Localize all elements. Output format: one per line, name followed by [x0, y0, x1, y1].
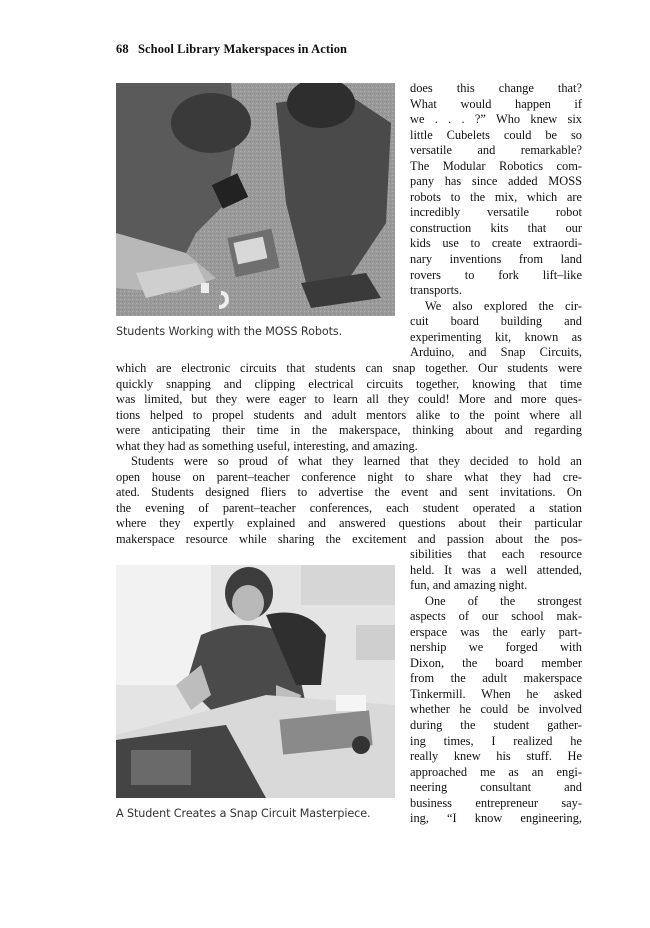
- text-line: Dixon, the board member: [410, 655, 582, 670]
- text-line: were anticipating their time in the makerspace, thinking about and regarding: [116, 423, 582, 438]
- text-line: construction kits that our: [410, 220, 582, 235]
- text-line: we . . . ?” Who knew six: [410, 112, 582, 127]
- text-line: ing, “I know engineering,: [410, 811, 582, 826]
- text-line: quickly snapping and clipping electrical circuits together, knowing that time: [116, 376, 582, 391]
- text-line: where they expertly explained and answered questions about their particular: [116, 516, 582, 531]
- text-line: nership we forged with: [410, 640, 582, 655]
- text-line: transports.: [410, 283, 462, 298]
- text-line: ated. Students designed fliers to advertise the event and sent invitations. On: [116, 485, 582, 500]
- text-line: rovers to fork lift–like: [410, 267, 582, 282]
- text-line: from the adult makerspace: [410, 671, 582, 686]
- text-line: during the student gather-: [410, 718, 582, 733]
- right-column-2: [410, 547, 582, 827]
- text-line: What would happen if: [410, 96, 582, 111]
- text-line: does this change that?: [410, 81, 582, 95]
- text-line: Tinkermill. When he asked: [410, 686, 582, 701]
- text-line: Arduino, and Snap Circuits,: [410, 345, 582, 360]
- text-line: sibilities that each resource: [410, 547, 582, 561]
- photo-snap-circuit: [116, 565, 395, 798]
- text-line: versatile and remarkable?: [410, 143, 582, 158]
- photo-moss-robots-caption: Students Working with the MOSS Robots.: [116, 325, 343, 338]
- text-line: Students were so proud of what they learned that they decided to hold an: [131, 454, 582, 469]
- text-line: cuit board building and: [410, 314, 582, 329]
- text-line: tions helped to propel students and adult mentors alike to the point where all: [116, 407, 582, 422]
- page-number: 68: [116, 42, 129, 56]
- text-line: makerspace resource while sharing the excitement and passion about the pos-: [116, 532, 582, 547]
- text-line: really knew his stuff. He: [410, 749, 582, 764]
- full-width-paragraphs: [116, 361, 582, 548]
- running-header: [116, 42, 353, 57]
- text-line: held. It was a well attended,: [410, 562, 582, 577]
- text-line: was limited, but they were eager to learn all they could! More and more ques-: [116, 392, 582, 407]
- text-line: pany has since added MOSS: [410, 174, 582, 189]
- text-line: little Cubelets could be so: [410, 127, 582, 142]
- photo-snap-circuit-image: [116, 565, 395, 798]
- photo-moss-robots: [116, 83, 395, 316]
- text-line: open house on parent–teacher conference night to share what they had cre-: [116, 469, 582, 484]
- text-line: fun, and amazing night.: [410, 578, 528, 593]
- right-column-1: [410, 81, 582, 361]
- photo-snap-circuit-caption: A Student Creates a Snap Circuit Masterpiece.: [116, 807, 371, 820]
- text-line: which are electronic circuits that students can snap together. Our students were: [116, 361, 582, 375]
- text-line: The Modular Robotics com-: [410, 158, 582, 173]
- running-title: School Library Makerspaces in Action: [137, 42, 348, 56]
- text-line: kids use to create extraordi-: [410, 236, 582, 251]
- text-line: robots to the mix, which are: [410, 189, 582, 204]
- photo-moss-robots-image: [116, 83, 395, 316]
- text-line: aspects of our school mak-: [410, 609, 582, 624]
- text-line: One of the strongest: [425, 593, 582, 608]
- text-line: approached me as an engi-: [410, 764, 582, 779]
- text-line: neering consultant and: [410, 780, 582, 795]
- text-line: ing times, I realized he: [410, 733, 582, 748]
- text-line: what they had as something useful, interesting, and amazing.: [116, 438, 418, 453]
- text-line: We also explored the cir-: [425, 298, 582, 313]
- text-line: whether he could be involved: [410, 702, 582, 717]
- text-line: nary inventions from land: [410, 252, 582, 267]
- text-line: erspace was the early part-: [410, 624, 582, 639]
- text-line: incredibly versatile robot: [410, 205, 582, 220]
- text-line: business entrepreneur say-: [410, 795, 582, 810]
- text-line: experimenting kit, known as: [410, 329, 582, 344]
- text-line: the evening of parent–teacher conferences, each student operated a station: [116, 500, 582, 515]
